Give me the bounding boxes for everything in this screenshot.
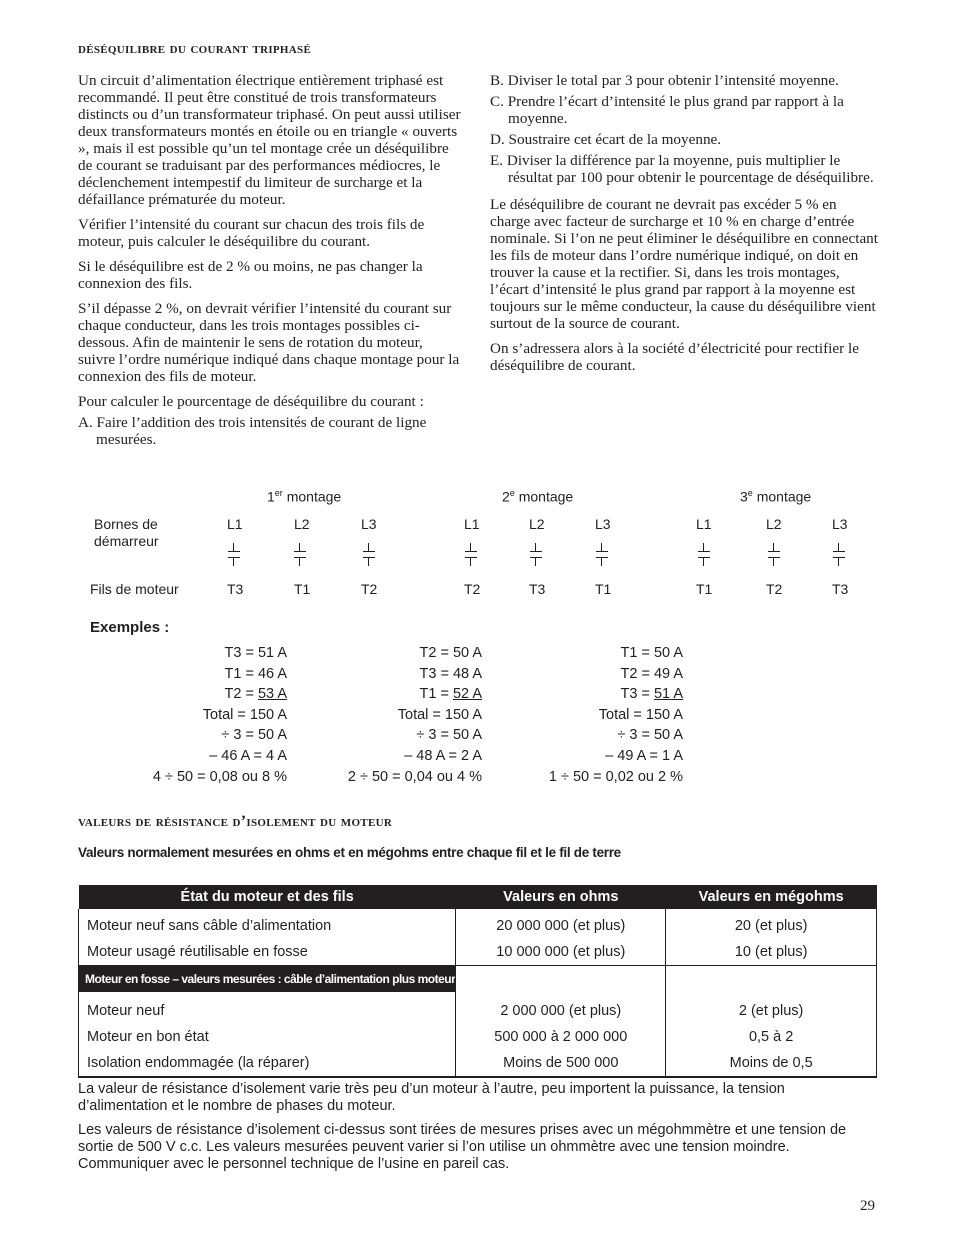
- column-header: État du moteur et des fils: [79, 885, 456, 909]
- connector-icon: [768, 543, 780, 567]
- motor-lead: T2: [464, 581, 481, 597]
- motor-lead: T3: [529, 581, 546, 597]
- starter-terminal: L3: [832, 516, 848, 532]
- example-line: ÷ 3 = 50 A: [221, 727, 287, 744]
- table-row: [79, 1024, 877, 1050]
- table-cell: 0,5 à 2: [666, 1024, 877, 1050]
- example-line: T1 = 50 A: [620, 645, 683, 661]
- motor-lead: T2: [361, 581, 378, 597]
- table-subtitle: Valeurs normalement mesurées en ohms et en mégohms entre chaque fil et le fil de terre: [78, 845, 621, 860]
- note-paragraph: La valeur de résistance d’isolement varie très peu d’un moteur à l’autre, peu importent la puissance, la tension d’alimentation et le nombre de phases du moteur.: [78, 1081, 785, 1114]
- example-line: T2 = 49 A: [620, 665, 683, 682]
- example-line: – 48 A = 2 A: [404, 747, 482, 764]
- column-header: Valeurs en ohms: [456, 885, 666, 909]
- starter-terminal: L3: [361, 516, 377, 532]
- motor-lead: T1: [696, 581, 713, 597]
- table-cell: 10 (et plus): [666, 939, 877, 966]
- section-title-insulation: valeurs de résistance d’isolement du moteur: [78, 813, 393, 830]
- example-line: ÷ 3 = 50 A: [617, 727, 683, 744]
- montage-title-3: 3e montage: [740, 488, 812, 505]
- motor-lead: T2: [766, 581, 783, 597]
- example-line: – 46 A = 4 A: [209, 747, 287, 764]
- right-column: [490, 72, 878, 382]
- list-item: E. Diviser la différence par la moyenne, puis multiplier le résultat par 100 pour obtenir le pourcentage de déséquilibre.: [490, 152, 874, 186]
- montage-title-1: 1er montage: [267, 488, 342, 505]
- table-cell: [456, 966, 666, 993]
- example-result: 1 ÷ 50 = 0,02 ou 2 %: [548, 768, 683, 785]
- table-cell: 500 000 à 2 000 000: [456, 1024, 666, 1050]
- starter-terminal: L1: [227, 516, 243, 532]
- connector-icon: [294, 543, 306, 567]
- example-line: T1 = 52 A: [419, 686, 482, 703]
- example-line: Total = 150 A: [598, 706, 683, 723]
- connector-icon: [530, 543, 542, 567]
- starter-terminal: L1: [696, 516, 712, 532]
- table-cell: Moins de 0,5: [666, 1050, 877, 1077]
- section-title-unbalance: déséquilibre du courant triphasé: [78, 40, 312, 57]
- table-cell: Moteur neuf: [79, 992, 456, 1024]
- connector-icon: [465, 543, 477, 567]
- example-line: Total = 150 A: [202, 706, 287, 723]
- paragraph: On s’adressera alors à la société d’électricité pour rectifier le déséquilibre de courant.: [490, 340, 859, 374]
- table-row: [79, 1050, 877, 1077]
- table-cell: 20 (et plus): [666, 909, 877, 939]
- starter-terminal: L2: [294, 516, 310, 532]
- insulation-table: [78, 885, 877, 1078]
- row-label-starter: Bornes de démarreur: [94, 516, 159, 549]
- example-line: T2 = 53 A: [224, 686, 287, 703]
- connector-icon: [698, 543, 710, 567]
- table-cell: Moins de 500 000: [456, 1050, 666, 1077]
- connector-icon: [228, 543, 240, 567]
- starter-terminal: L2: [529, 516, 545, 532]
- list-item: D. Soustraire cet écart de la moyenne.: [490, 131, 722, 148]
- table-row: [79, 909, 877, 939]
- example-line: T3 = 51 A: [620, 686, 683, 703]
- example-line: ÷ 3 = 50 A: [416, 727, 482, 744]
- example-line: – 49 A = 1 A: [605, 747, 683, 764]
- page-number: 29: [860, 1198, 875, 1214]
- left-column: [78, 72, 462, 452]
- connector-icon: [363, 543, 375, 567]
- example-column-1: [153, 643, 287, 787]
- starter-terminal: L3: [595, 516, 611, 532]
- example-column-2: [348, 643, 482, 787]
- paragraph: Vérifier l’intensité du courant sur chacun des trois fils de moteur, puis calculer le déséquilibre du courant.: [78, 216, 425, 250]
- motor-lead: T1: [595, 581, 612, 597]
- paragraph: S’il dépasse 2 %, on devrait vérifier l’intensité du courant sur chaque conducteur, dans les trois montages possibles ci-dessous. Afin de maintenir le sens de rotation du moteur, suivre l’ordre numérique indiqué dans chaque montage pour la connexion des fils de moteur.: [78, 300, 460, 385]
- table-row: [79, 992, 877, 1024]
- paragraph: Un circuit d’alimentation électrique entièrement triphasé est recommandé. Il peut être constitué de trois transformateurs distincts ou d’un transformateur triphasé. On peut aussi utiliser deux transformateurs montés en étoile ou en triangle « ouverts », mais il est possible qu’un tel montage crée un déséquilibre de courant se traduisant par des performances médiocres, le déclenchement intempestif du limiteur de surcharge et la défaillance prématurée du moteur.: [78, 72, 461, 208]
- table-cell: 2 (et plus): [666, 992, 877, 1024]
- motor-lead: T1: [294, 581, 311, 597]
- example-line: T3 = 51 A: [224, 645, 287, 661]
- table-cell: [79, 966, 456, 993]
- table-cell: Moteur neuf sans câble d’alimentation: [79, 909, 456, 939]
- list-item: C. Prendre l’écart d’intensité le plus grand par rapport à la moyenne.: [490, 93, 844, 127]
- table-subheader: Moteur en fosse – valeurs mesurées : câble d’alimentation plus moteur: [79, 966, 455, 992]
- table-row: [79, 939, 877, 966]
- example-line: T1 = 46 A: [224, 665, 287, 682]
- table-cell: Moteur usagé réutilisable en fosse: [79, 939, 456, 966]
- motor-lead: T3: [227, 581, 244, 597]
- starter-terminal: L1: [464, 516, 480, 532]
- table-cell: Moteur en bon état: [79, 1024, 456, 1050]
- example-column-3: [549, 643, 683, 787]
- starter-terminal: L2: [766, 516, 782, 532]
- connector-icon: [833, 543, 845, 567]
- examples-label: Exemples :: [90, 619, 170, 636]
- list-item: B. Diviser le total par 3 pour obtenir l’intensité moyenne.: [490, 72, 839, 89]
- column-header: Valeurs en mégohms: [666, 885, 877, 909]
- table-subheader-row: [79, 966, 877, 993]
- note-paragraph: Les valeurs de résistance d’isolement ci-dessus sont tirées de mesures prises avec un mégohmmètre et une tension de sortie de 500 V c.c. Les valeurs mesurées peuvent varier si l’on utilise un ohmmètre avec une tension moindre. Communiquer avec le personnel technique de l’usine en pareil cas.: [78, 1122, 847, 1172]
- montage-title-2: 2e montage: [502, 488, 574, 505]
- table-cell: 20 000 000 (et plus): [456, 909, 666, 939]
- table-cell: [666, 966, 877, 993]
- table-cell: Isolation endommagée (la réparer): [79, 1050, 456, 1077]
- paragraph: Le déséquilibre de courant ne devrait pas excéder 5 % en charge avec facteur de surcharge et 10 % en charge d’entrée nominale. Si l’on ne peut éliminer le déséquilibre en connectant les fils de moteur dans l’ordre numérique indiqué, on doit en trouver la cause et la rectifier. Si, dans les trois montages, l’écart d’intensité le plus grand par rapport à la moyenne est toujours sur le même conducteur, la cause du déséquilibre vient surtout de la source de courant.: [490, 196, 879, 332]
- table-cell: 2 000 000 (et plus): [456, 992, 666, 1024]
- list-item: A. Faire l’addition des trois intensités de courant de ligne mesurées.: [78, 414, 427, 448]
- example-line: T3 = 48 A: [419, 665, 482, 682]
- row-label-motor: Fils de moteur: [90, 581, 179, 597]
- connector-icon: [596, 543, 608, 567]
- motor-lead: T3: [832, 581, 849, 597]
- example-result: 2 ÷ 50 = 0,04 ou 4 %: [347, 768, 482, 785]
- example-line: T2 = 50 A: [419, 645, 482, 661]
- example-line: Total = 150 A: [397, 706, 482, 723]
- table-cell: 10 000 000 (et plus): [456, 939, 666, 966]
- example-result: 4 ÷ 50 = 0,08 ou 8 %: [152, 768, 287, 785]
- paragraph: Pour calculer le pourcentage de déséquilibre du courant :: [78, 393, 424, 410]
- table-header-row: [79, 885, 877, 909]
- paragraph: Si le déséquilibre est de 2 % ou moins, ne pas changer la connexion des fils.: [78, 258, 423, 292]
